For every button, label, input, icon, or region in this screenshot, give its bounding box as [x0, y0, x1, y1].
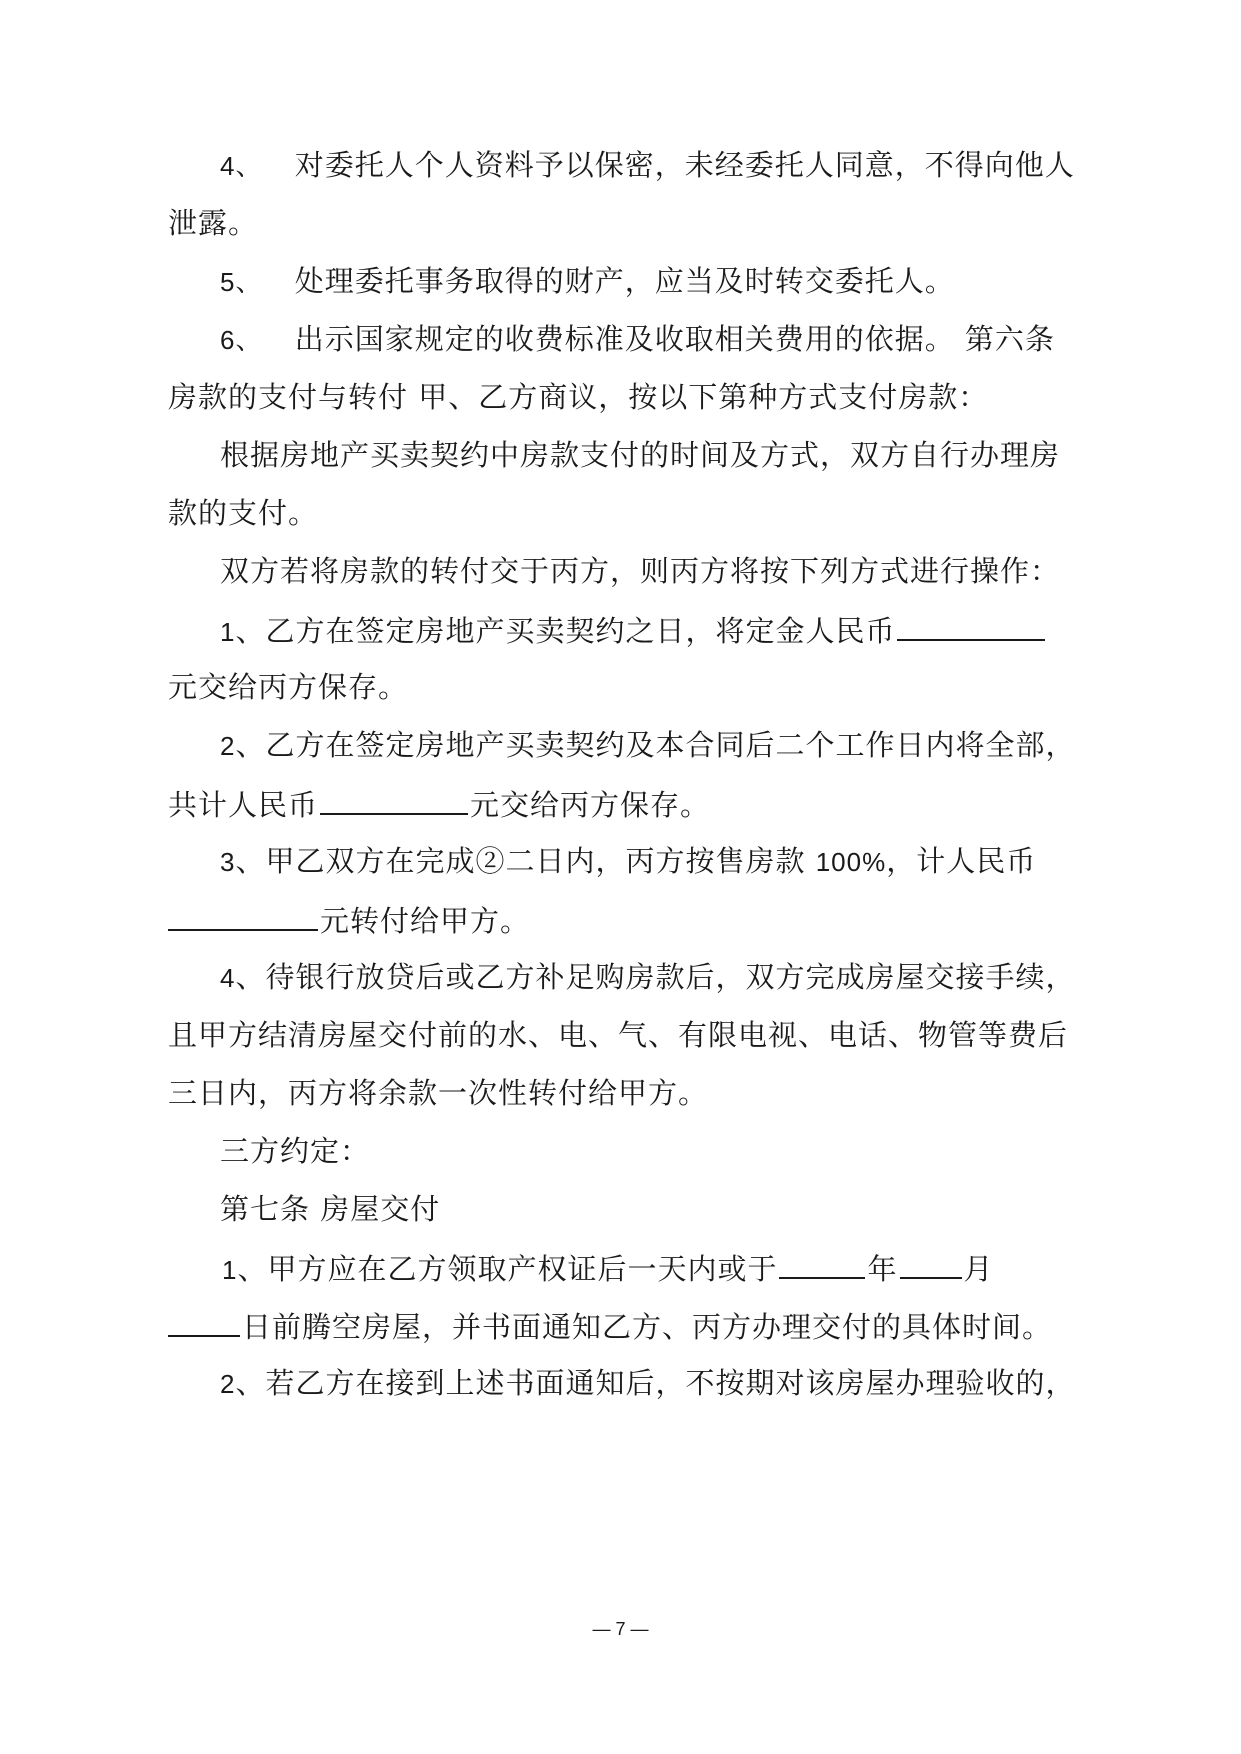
paragraph-text: 双方若将房款的转付交于丙方，则丙方将按下列方式进行操作：	[220, 554, 1061, 588]
paragraph-line	[220, 957, 1075, 998]
paragraph-text: 出示国家规定的收费标准及收取相关费用的依据。 第六条	[294, 322, 1055, 356]
list-number: 2	[220, 1369, 236, 1399]
list-number: 3	[220, 847, 236, 877]
article-heading	[220, 1189, 440, 1229]
paragraph-text: 日前腾空房屋，并书面通知乙方、丙方办理交付的具体时间。	[242, 1310, 1053, 1344]
paragraph-text: 、甲方应在乙方领取产权证后一天内或于	[237, 1252, 778, 1286]
fill-in-blank	[900, 1247, 962, 1279]
paragraph-text: 且甲方结清房屋交付前的水、电、气、有限电视、电话、物管等费后	[168, 1018, 1069, 1052]
paragraph-line	[220, 435, 1060, 475]
list-number: 2	[220, 731, 236, 761]
paragraph-line	[220, 145, 1075, 186]
fill-in-blank	[897, 609, 1045, 641]
fill-in-blank	[168, 1305, 240, 1337]
paragraph-line	[222, 1247, 994, 1290]
paragraph-line	[168, 783, 710, 825]
paragraph-line	[168, 1305, 1052, 1347]
list-number: 1	[222, 1255, 238, 1285]
list-number: 4	[220, 963, 236, 993]
paragraph-text: 房款的支付与转付 甲、乙方商议，按以下第种方式支付房款：	[168, 380, 989, 414]
paragraph-text: 元转付给甲方。	[320, 904, 531, 938]
paragraph-text: 款的支付。	[168, 496, 319, 530]
paragraph-text: 处理委托事务取得的财产，应当及时转交委托人。	[294, 264, 955, 298]
paragraph-line	[220, 319, 1055, 360]
paragraph-line	[220, 725, 1075, 766]
page-number: — 7 —	[592, 1619, 649, 1639]
paragraph-line	[220, 551, 1060, 591]
paragraph-text: 年	[867, 1252, 898, 1286]
paragraph-text: ，计人民币	[886, 844, 1037, 878]
paragraph-text: 、乙方在签定房地产买卖契约之日，将定金人民币	[235, 614, 896, 648]
paragraph-text: 、待银行放贷后或乙方补足购房款后，双方完成房屋交接手续，	[235, 960, 1076, 994]
paragraph-text: 根据房地产买卖契约中房款支付的时间及方式，双方自行办理房	[220, 438, 1061, 472]
fill-in-blank	[779, 1247, 865, 1279]
paragraph-line	[168, 1015, 1068, 1055]
article-title: 第七条 房屋交付	[220, 1192, 441, 1226]
paragraph-text: 、乙方在签定房地产买卖契约及本合同后二个工作日内将全部，	[235, 728, 1076, 762]
paragraph-text: 共计人民币	[168, 788, 319, 822]
list-number: 1	[220, 617, 236, 647]
paragraph-line	[168, 899, 530, 941]
paragraph-text: 泄露。	[168, 206, 259, 240]
paragraph-text: 元交给丙方保存。	[470, 788, 711, 822]
list-number: 4、	[220, 151, 263, 181]
fill-in-blank	[320, 783, 468, 815]
paragraph-line	[168, 667, 408, 707]
paragraph-text: 、若乙方在接到上述书面通知后，不按期对该房屋办理验收的，	[235, 1366, 1076, 1400]
fill-in-blank	[168, 899, 318, 931]
percent-value: 100%	[815, 847, 887, 877]
paragraph-text: 月	[963, 1252, 994, 1286]
paragraph-line	[220, 1363, 1075, 1404]
list-number: 5、	[220, 267, 263, 297]
paragraph-line	[168, 493, 318, 533]
paragraph-line	[168, 377, 988, 417]
paragraph-text: 三日内，丙方将余款一次性转付给甲方。	[168, 1076, 709, 1110]
paragraph-text: 三方约定：	[220, 1134, 371, 1168]
paragraph-line	[220, 841, 1036, 882]
paragraph-line	[168, 1073, 708, 1113]
paragraph-line	[168, 203, 258, 243]
paragraph-text: 元交给丙方保存。	[168, 670, 409, 704]
paragraph-line	[220, 261, 955, 302]
paragraph-text: 、甲乙双方在完成②二日内，丙方按售房款	[235, 844, 806, 878]
paragraph-line	[220, 1131, 370, 1171]
paragraph-text: 对委托人个人资料予以保密，未经委托人同意，不得向他人	[294, 148, 1075, 182]
paragraph-line	[220, 609, 1047, 652]
list-number: 6、	[220, 325, 263, 355]
